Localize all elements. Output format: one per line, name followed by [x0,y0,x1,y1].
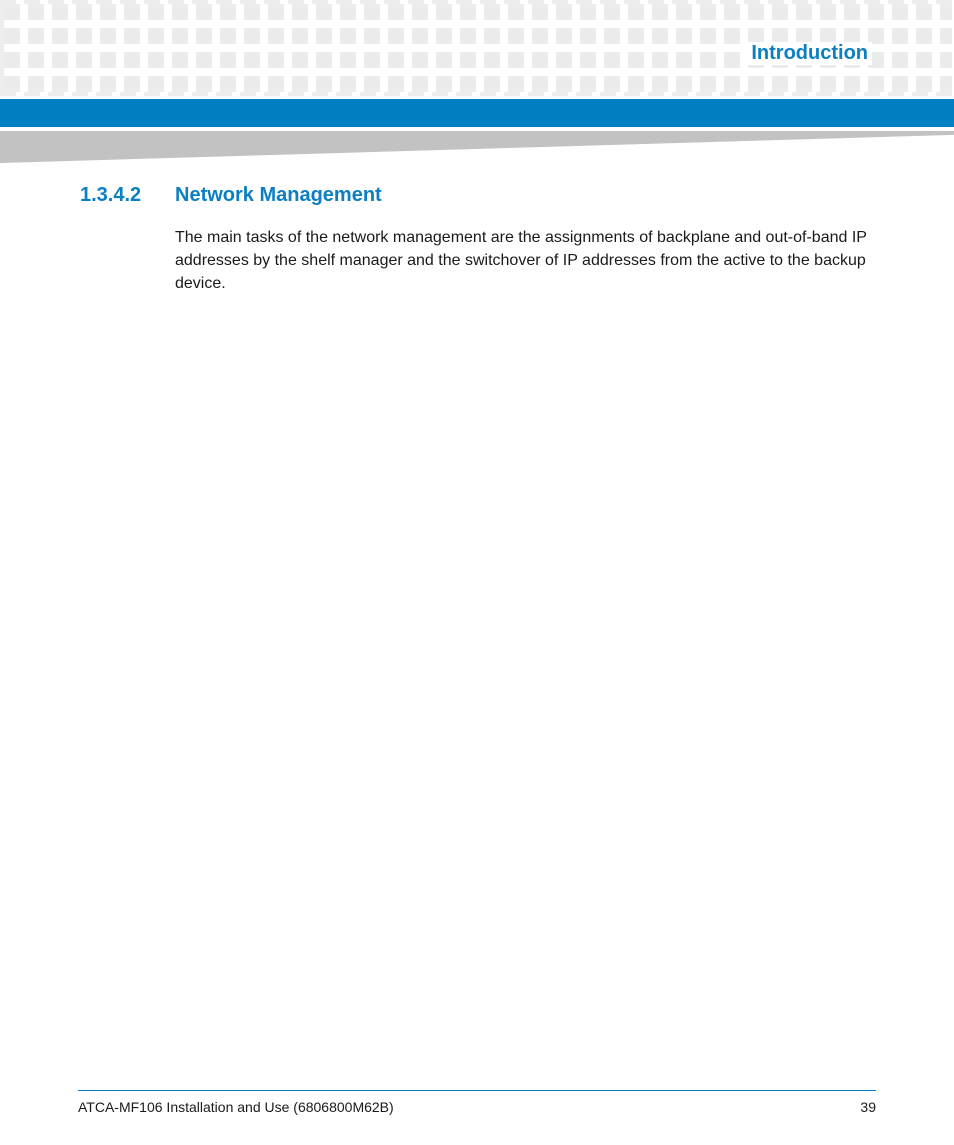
header-blue-band [0,99,954,127]
header-gray-wedge [0,131,954,163]
section-number: 1.3.4.2 [80,184,142,206]
footer-document-title: ATCA-MF106 Installation and Use (6806800M62B) [78,1099,394,1115]
footer-rule [78,1090,876,1091]
chapter-title: Introduction [747,42,872,65]
section-body-paragraph: The main tasks of the network management are the assignments of backplane and out-of-band IP addresses by the shelf manager and the switchover of IP addresses from the active to the backup device. [175,229,867,292]
footer-page-number: 39 [860,1099,876,1115]
section-title: Network Management [175,184,382,206]
